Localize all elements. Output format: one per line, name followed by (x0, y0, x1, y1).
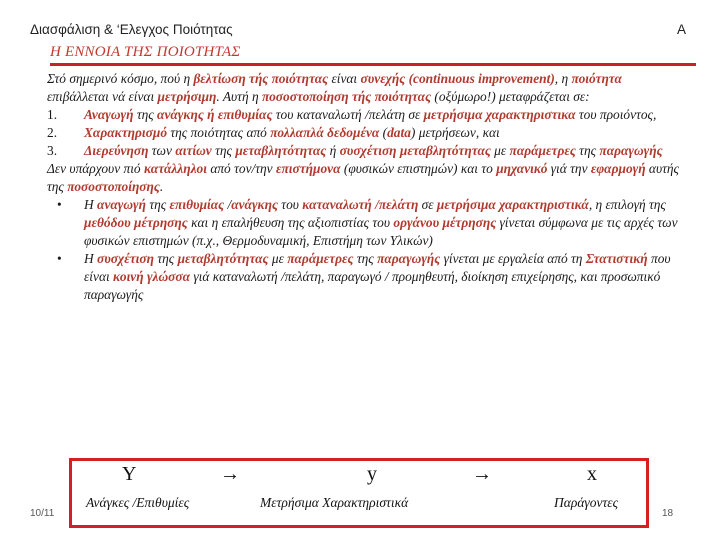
bullet-highlight: Στατιστική (585, 251, 648, 266)
bullet-text: του (277, 197, 303, 212)
intro-highlight-5: ποσοστοποίηση τής ποιότητας (261, 89, 432, 104)
list-text: του προιόντος, (575, 107, 657, 122)
list-highlight: ανάγκης ή επιθυμίας (157, 107, 273, 122)
para-text: Δεν υπάρχουν πιό (47, 161, 144, 176)
list-text: της (575, 143, 600, 158)
flow-label-measurable: Μετρήσιμα Χαρακτηριστικά (260, 495, 409, 510)
bullet-text: Η (84, 251, 98, 266)
list-highlight: Αναγωγή (84, 107, 134, 122)
para-text: (φυσικών επιστημών) και το (340, 161, 497, 176)
bullet-highlight: παράμετρες (287, 251, 354, 266)
para-text: αυτής της (47, 161, 679, 194)
list-highlight: αιτίων (175, 143, 212, 158)
list-item (47, 124, 687, 142)
header-course-title: Διασφάλιση & ‘Ελεγχος Ποιότητας (30, 22, 233, 37)
list-text: ή (326, 143, 340, 158)
bullet-text: γίνεται σύμφωνα με τις αρχές των φυσικών επιστημών (π.χ., Θερμοδυναμική, Επιστήμη των Υλικών) (84, 215, 678, 248)
bullet-text: που είναι (84, 251, 671, 284)
flow-symbol-x: x (587, 463, 597, 485)
intro-highlight-3: ποιότητα (571, 71, 622, 86)
para-highlight: εφαρμογή (590, 161, 646, 176)
intro-highlight-4: μετρήσιμη (157, 89, 217, 104)
bullet-text: της (353, 251, 378, 266)
list-text: ( (379, 125, 388, 140)
intro-text-1: Στό σημερινό κόσμο, πού η (47, 71, 194, 86)
bullet-highlight: ανάγκης (231, 197, 278, 212)
bullet-text: με (268, 251, 288, 266)
bullet-text: , η επιλογή της (588, 197, 666, 212)
bullet-text: γιά καταναλωτή /πελάτη, παραγωγό / προμηθευτή, διοίκηση επιχείρησης, και προσωπικό παραγωγής (84, 269, 661, 302)
list-number: 2. (47, 125, 58, 140)
list-number: 3. (47, 143, 58, 158)
bullet-highlight: καταναλωτή /πελάτη (302, 197, 419, 212)
para-highlight: μηχανικό (496, 161, 548, 176)
para-highlight: επιστήμονα (275, 161, 341, 176)
slide-title: Η ΕΝΝΟΙΑ ΤΗΣ ΠΟΙΟΤΗΤΑΣ (50, 44, 241, 60)
para-text: . (159, 179, 164, 194)
list-highlight: Χαρακτηρισμό (84, 125, 168, 140)
bullet-text: Η (84, 197, 98, 212)
arrow-right-icon: → (220, 463, 240, 485)
bullet-highlight: κοινή γλώσσα (113, 269, 190, 284)
flow-symbol-Y: Y (122, 463, 137, 485)
bullet-highlight: παραγωγής (377, 251, 441, 266)
bullet-icon: • (57, 251, 62, 266)
title-underline (50, 63, 696, 66)
bullet-highlight: συσχέτιση (97, 251, 154, 266)
intro-highlight-1: βελτίωση τής ποιότητας (193, 71, 329, 86)
list-item (47, 142, 687, 160)
bullet-text: γίνεται με εργαλεία από τη (440, 251, 586, 266)
list-highlight: data (387, 125, 411, 140)
list-text: με (490, 143, 510, 158)
intro-paragraph (47, 70, 687, 106)
header-section-label: A (676, 22, 686, 37)
bullet-text: / (224, 197, 232, 212)
para-text: γιά την (547, 161, 591, 176)
intro-text-2: είναι (328, 71, 361, 86)
bullet-text: και η επαλήθευση της αξιοπιστίας του (187, 215, 394, 230)
list-item (47, 106, 687, 124)
list-highlight: συσχέτιση μεταβλητότητας (339, 143, 491, 158)
second-paragraph (47, 160, 687, 196)
list-text: της ποιότητας από (167, 125, 271, 140)
bullet-highlight: οργάνου μέτρησης (393, 215, 497, 230)
bullet-highlight: αναγωγή (97, 197, 146, 212)
bullet-highlight: μετρήσιμα χαρακτηριστικά (436, 197, 589, 212)
bullet-item (47, 196, 687, 250)
intro-highlight-2: συνεχής (continuous improvement) (360, 71, 555, 86)
list-highlight: μεταβλητότητας (235, 143, 327, 158)
list-text: των (148, 143, 176, 158)
list-highlight: μετρήσιμα χαρακτηριστικα (423, 107, 576, 122)
list-highlight: παραγωγής (599, 143, 663, 158)
bullet-text: της (145, 197, 170, 212)
list-number: 1. (47, 107, 58, 122)
list-highlight: παράμετρες (509, 143, 576, 158)
bullet-item (47, 250, 687, 304)
flow-label-factors: Παράγοντες (554, 495, 619, 510)
bullet-highlight: μεταβλητότητας (177, 251, 269, 266)
flow-diagram-box (69, 458, 649, 528)
list-text: του καταναλωτή /πελάτη σε (272, 107, 424, 122)
footer-date: 10/11 (30, 508, 55, 519)
flow-label-needs: Ανάγκες /Επιθυμίες (86, 495, 190, 510)
slide-body (47, 70, 687, 304)
bullet-text: σε (418, 197, 437, 212)
flow-symbol-y: y (367, 463, 377, 485)
para-highlight: ποσοστοποίησης (67, 179, 160, 194)
intro-text-3: , η (554, 71, 572, 86)
intro-text-6: (οξύμωρο!) μεταφράζεται σε: (431, 89, 590, 104)
list-text: της (211, 143, 236, 158)
page-number: 18 (662, 508, 674, 519)
bullet-icon: • (57, 197, 62, 212)
arrow-right-icon: → (472, 463, 492, 485)
list-highlight: Διερεύνηση (84, 143, 149, 158)
para-highlight: κατάλληλοι (143, 161, 207, 176)
list-highlight: πολλαπλά δεδομένα (270, 125, 380, 140)
list-text: της (133, 107, 158, 122)
intro-text-4: επιβάλλεται νά είναι (47, 89, 158, 104)
list-text: ) μετρήσεων, και (410, 125, 500, 140)
para-text: από τον/την (206, 161, 276, 176)
bullet-highlight: επιθυμίας (169, 197, 225, 212)
intro-text-5: . Αυτή η (216, 89, 262, 104)
bullet-highlight: μεθόδου μέτρησης (84, 215, 188, 230)
bullet-text: της (153, 251, 178, 266)
